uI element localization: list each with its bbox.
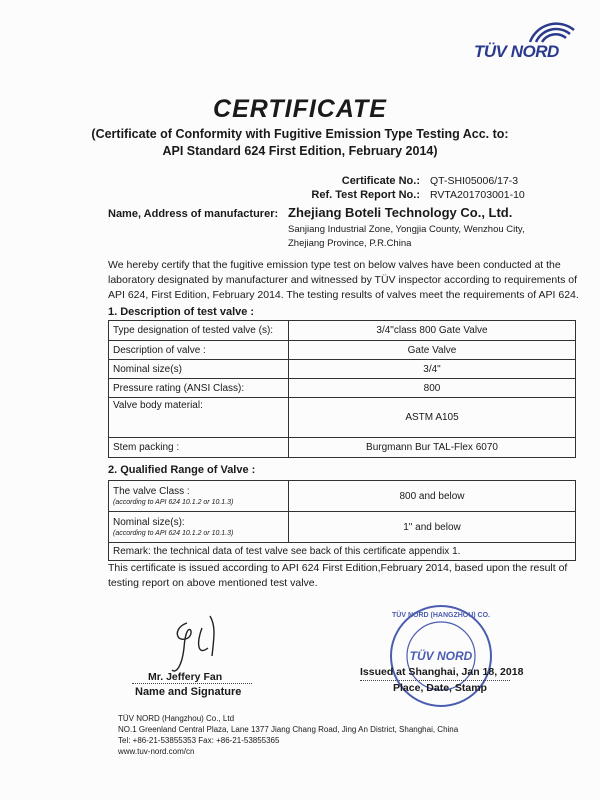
- footer-phone: Tel: +86-21-53855353 Fax: +86-21-53855365: [118, 736, 280, 745]
- remark-row: Remark: the technical data of test valve see back of this certificate appendix 1.: [108, 543, 576, 561]
- table-cell-value: Gate Valve: [289, 341, 576, 360]
- row-note: (according to API 624 10.1.2 or 10.1.3): [113, 530, 234, 537]
- logo-text: TÜV NORD: [474, 42, 559, 61]
- table-row: [109, 360, 576, 379]
- table-row: [109, 512, 576, 543]
- test-valve-table: [108, 320, 576, 458]
- manufacturer-address-line2: Zhejiang Province, P.R.China: [288, 238, 412, 249]
- issue-line: [360, 680, 510, 681]
- certification-paragraph: We hereby certify that the fugitive emission type test on below valves have been conducted at the laboratory designated by manufacturer and witnessed by TÜV inspector according to requirements of API 624, First Edition, February 2014. The testing results of valves meet the requirements of API 624.: [108, 259, 579, 301]
- table-cell-value: 3/4": [289, 360, 576, 379]
- qualified-range-table: [108, 480, 576, 543]
- table-cell-label: [109, 481, 289, 512]
- table-row: [109, 379, 576, 398]
- table-cell-label: [109, 512, 289, 543]
- page-title: CERTIFICATE: [213, 95, 387, 123]
- row-label: Nominal size(s):: [113, 517, 185, 528]
- table-row: [109, 321, 576, 341]
- table-cell-value: ASTM A105: [289, 398, 576, 438]
- table-cell-value: 800: [289, 379, 576, 398]
- section2-heading: 2. Qualified Range of Valve :: [108, 464, 256, 476]
- table-cell-label: Type designation of tested valve (s):: [109, 321, 289, 341]
- manufacturer-label: Name, Address of manufacturer:: [108, 208, 279, 220]
- subtitle-line2: API Standard 624 First Edition, February 2014): [162, 144, 438, 158]
- cert-no-label: Certificate No.:: [341, 175, 420, 187]
- tuv-nord-logo: [470, 12, 580, 72]
- footer-website: www.tuv-nord.com/cn: [118, 747, 195, 756]
- table-row: [109, 481, 576, 512]
- test-report-value: RVTA201703001-10: [430, 189, 525, 201]
- issue-place-date: Issued at Shanghai, Jan 18, 2018: [360, 666, 524, 678]
- row-label: The valve Class :: [113, 486, 190, 497]
- footer-company: TÜV NORD (Hangzhou) Co., Ltd: [118, 714, 235, 723]
- table-row: [109, 398, 576, 438]
- stamp-ring-text: TÜV NORD (HANGZHOU) CO.: [392, 612, 490, 619]
- test-report-label: Ref. Test Report No.:: [311, 189, 420, 201]
- table-cell-label: Pressure rating (ANSI Class):: [109, 379, 289, 398]
- stamp-center-text: TÜV NORD: [409, 649, 473, 663]
- table-cell-label: Description of valve :: [109, 341, 289, 360]
- signer-caption: Name and Signature: [135, 686, 242, 698]
- table-cell-value: Burgmann Bur TAL-Flex 6070: [289, 438, 576, 458]
- section1-heading: 1. Description of test valve :: [108, 306, 255, 318]
- subtitle-line1: (Certificate of Conformity with Fugitive Emission Type Testing Acc. to:: [91, 127, 509, 141]
- table-cell-label: Nominal size(s): [109, 360, 289, 379]
- manufacturer-address-line1: Sanjiang Industrial Zone, Yongjia County, Wenzhou City,: [288, 224, 525, 235]
- signature-line: [132, 683, 252, 684]
- signer-name: Mr. Jeffery Fan: [148, 671, 223, 683]
- table-cell-value: 800 and below: [289, 481, 576, 512]
- manufacturer-name: Zhejiang Boteli Technology Co., Ltd.: [288, 205, 513, 220]
- table-cell-label: Valve body material:: [109, 398, 289, 438]
- table-row: [109, 341, 576, 360]
- table-row: [109, 438, 576, 458]
- footer-address: NO.1 Greenland Central Plaza, Lane 1377 Jiang Chang Road, Jing An District, Shanghai, China: [118, 725, 459, 734]
- place-caption: Place, Date, Stamp: [393, 682, 487, 694]
- table-cell-value: 3/4"class 800 Gate Valve: [289, 321, 576, 341]
- row-note: (according to API 624 10.1.2 or 10.1.3): [113, 499, 234, 506]
- issuance-paragraph: This certificate is issued according to API 624 First Edition,February 2014, based upon the result of testing report on above mentioned test valve.: [108, 562, 568, 589]
- cert-no-value: QT-SHI05006/17-3: [430, 175, 519, 187]
- signature-icon: [162, 608, 252, 678]
- table-cell-label: Stem packing :: [109, 438, 289, 458]
- table-cell-value: 1" and below: [289, 512, 576, 543]
